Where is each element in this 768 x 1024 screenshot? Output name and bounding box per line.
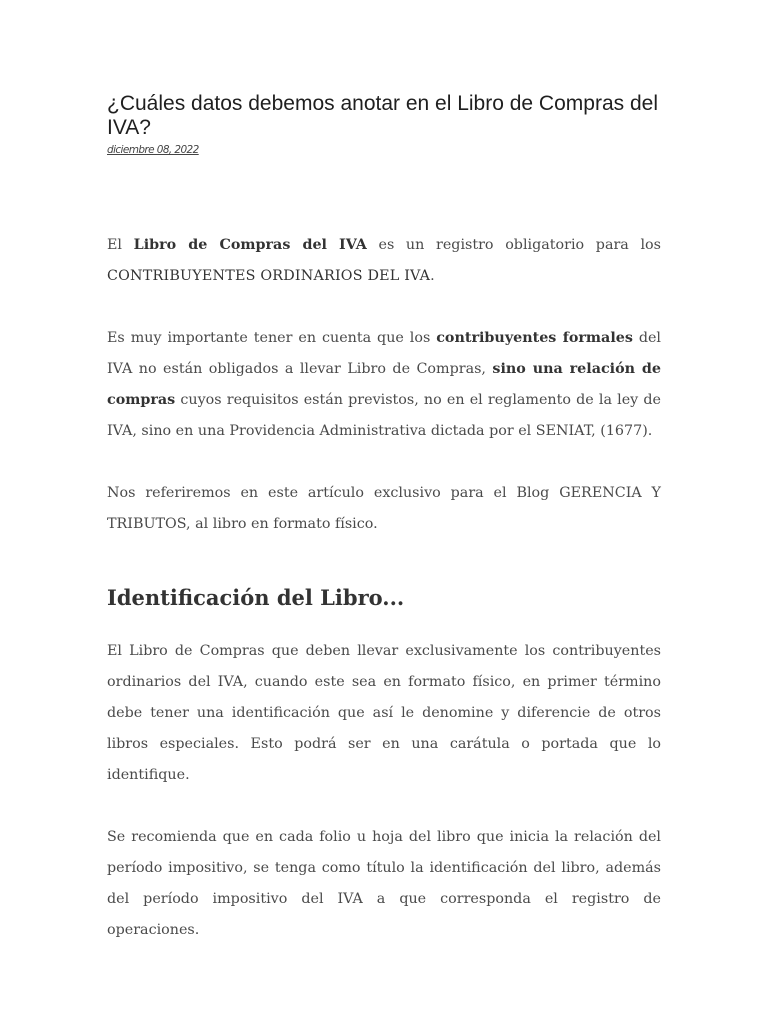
text: .	[430, 268, 435, 284]
text: cuyos requisitos están previstos, no en el reglamento de la ley de IVA, sino en una Providencia Administrativa dictada por el SENIAT, (1677).	[107, 392, 661, 439]
emphasis-text: CONTRIBUYENTES ORDINARIOS DEL IVA	[107, 268, 431, 284]
section-heading: Identificación del Libro...	[107, 585, 405, 610]
paragraph-formal-taxpayers	[107, 323, 661, 447]
blog-post	[107, 92, 661, 977]
bold-text: Libro de Compras del IVA	[133, 237, 367, 253]
bold-text: contribuyentes formales	[436, 330, 633, 346]
text: Es muy importante tener en cuenta que los	[107, 330, 437, 346]
post-title: ¿Cuáles datos debemos anotar en el Libro de Compras del IVA?	[107, 92, 658, 139]
paragraph-intro	[107, 230, 661, 292]
post-body	[107, 230, 661, 946]
paragraph-identification: El Libro de Compras que deben llevar exclusivamente los contribuyentes ordinarios del IVA, cuando este sea en formato físico, en primer término debe tener una identificación que así le denomine y diferencie de otros libros especiales. Esto podrá ser en una carátula o portada que lo identifique.	[107, 643, 661, 783]
text: es un registro obligatorio para los	[366, 237, 661, 253]
post-date-link[interactable]: diciembre 08, 2022	[107, 144, 199, 156]
paragraph-scope: Nos referiremos en este artículo exclusivo para el Blog GERENCIA Y TRIBUTOS, al libro en formato físico.	[107, 485, 661, 532]
text: El	[107, 237, 134, 253]
paragraph-recommendation: Se recomienda que en cada folio u hoja del libro que inicia la relación del período impositivo, se tenga como título la identificación del libro, además del período impositivo del IVA a que corresponda el registro de operaciones.	[107, 829, 661, 938]
bold-text: sino una relación de compras	[107, 361, 661, 408]
text: del IVA no están obligados a llevar Libro de Compras,	[107, 330, 662, 377]
